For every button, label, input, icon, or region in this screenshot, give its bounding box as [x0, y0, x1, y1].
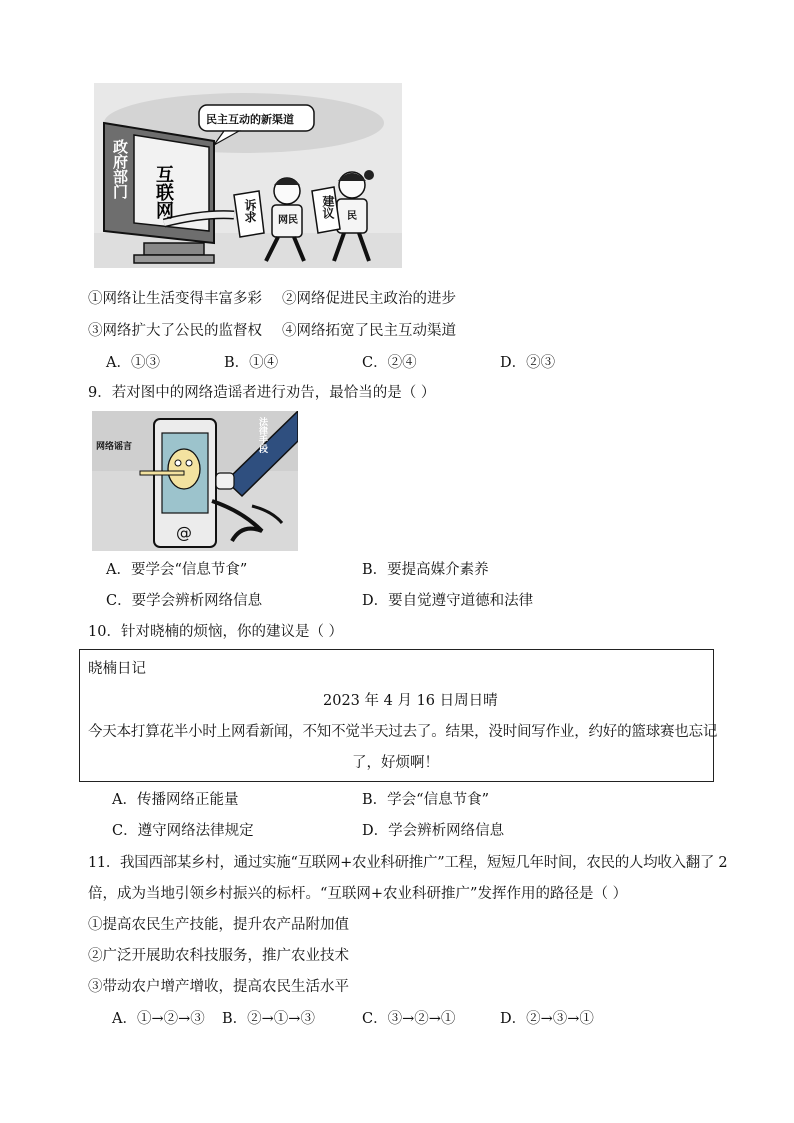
q8-statement-2: ②网络促进民主政治的进步 — [282, 291, 456, 307]
q11-stem-line-2: 倍，成为当地引领乡村振兴的标杆。“互联网+农业科研推广”发挥作用的路径是（ ） — [88, 886, 628, 902]
badge-left-text: 网民 — [278, 215, 298, 226]
q10-option-a[interactable]: A．传播网络正能量 — [112, 792, 239, 808]
q9-option-b[interactable]: B．要提高媒介素养 — [362, 562, 489, 578]
diary-body-line-2: 了，好烦啊！ — [352, 755, 439, 771]
cartoon-rumor-figure — [92, 411, 298, 551]
sign-left-text: 诉求 — [243, 199, 257, 223]
at-symbol: @ — [176, 523, 192, 542]
rumor-label: 网络谣言 — [96, 442, 133, 452]
q8-option-a[interactable]: A．①③ — [106, 355, 160, 371]
q8-statement-4: ④网络拓宽了民主互动渠道 — [282, 323, 456, 339]
diary-title: 晓楠日记 — [88, 661, 146, 677]
speech-bubble-text: 民主互动的新渠道 — [206, 113, 294, 126]
q8-option-b[interactable]: B．①④ — [224, 355, 279, 371]
badge-right-text: 民 — [347, 211, 357, 222]
q9-option-a[interactable]: A．要学会“信息节食” — [106, 562, 248, 578]
q11-option-b[interactable]: B．②→①→③ — [222, 1011, 315, 1027]
q11-stem-line-1: 11．我国西部某乡村，通过实施“互联网+农业科研推广”工程，短短几年时间，农民的人均收入翻了 2 — [88, 855, 728, 871]
q10-option-b[interactable]: B．学会“信息节食” — [362, 792, 489, 808]
cartoon-democracy-figure — [94, 83, 402, 268]
q8-statement-3: ③网络扩大了公民的监督权 — [88, 323, 262, 339]
q11-statement-3: ③带动农户增产增收，提高农民生活水平 — [88, 979, 349, 995]
q8-option-c[interactable]: C．②④ — [362, 355, 417, 371]
diary-box — [79, 649, 718, 782]
monitor-screen-text: 互联网 — [153, 165, 174, 219]
q10-stem: 10．针对晓楠的烦恼，你的建议是（ ） — [88, 624, 344, 640]
q8-option-d[interactable]: D．②③ — [500, 355, 556, 371]
monitor-side-text: 政府部门 — [111, 139, 129, 199]
q11-option-a[interactable]: A．①→②→③ — [112, 1011, 205, 1027]
diary-date: 2023 年 4 月 16 日周日晴 — [323, 693, 498, 709]
q8-statement-1: ①网络让生活变得丰富多彩 — [88, 291, 262, 307]
q9-option-c[interactable]: C．要学会辨析网络信息 — [106, 593, 263, 609]
q10-option-c[interactable]: C．遵守网络法律规定 — [112, 823, 254, 839]
sign-right-text: 建议 — [321, 195, 335, 219]
sleeve-text: 法律手段 — [257, 417, 267, 453]
diary-body-line-1: 今天本打算花半小时上网看新闻，不知不觉半天过去了。结果，没时间写作业，约好的篮球赛也忘记 — [88, 724, 718, 740]
q11-option-d[interactable]: D．②→③→① — [500, 1011, 594, 1027]
q11-statement-2: ②广泛开展助农科技服务，推广农业技术 — [88, 948, 349, 964]
q10-option-d[interactable]: D．学会辨析网络信息 — [362, 823, 505, 839]
q11-option-c[interactable]: C．③→②→① — [362, 1011, 456, 1027]
q11-statement-1: ①提高农民生产技能，提升农产品附加值 — [88, 917, 349, 933]
q9-stem: 9．若对图中的网络造谣者进行劝告，最恰当的是（ ） — [88, 385, 436, 401]
q9-option-d[interactable]: D．要自觉遵守道德和法律 — [362, 593, 534, 609]
